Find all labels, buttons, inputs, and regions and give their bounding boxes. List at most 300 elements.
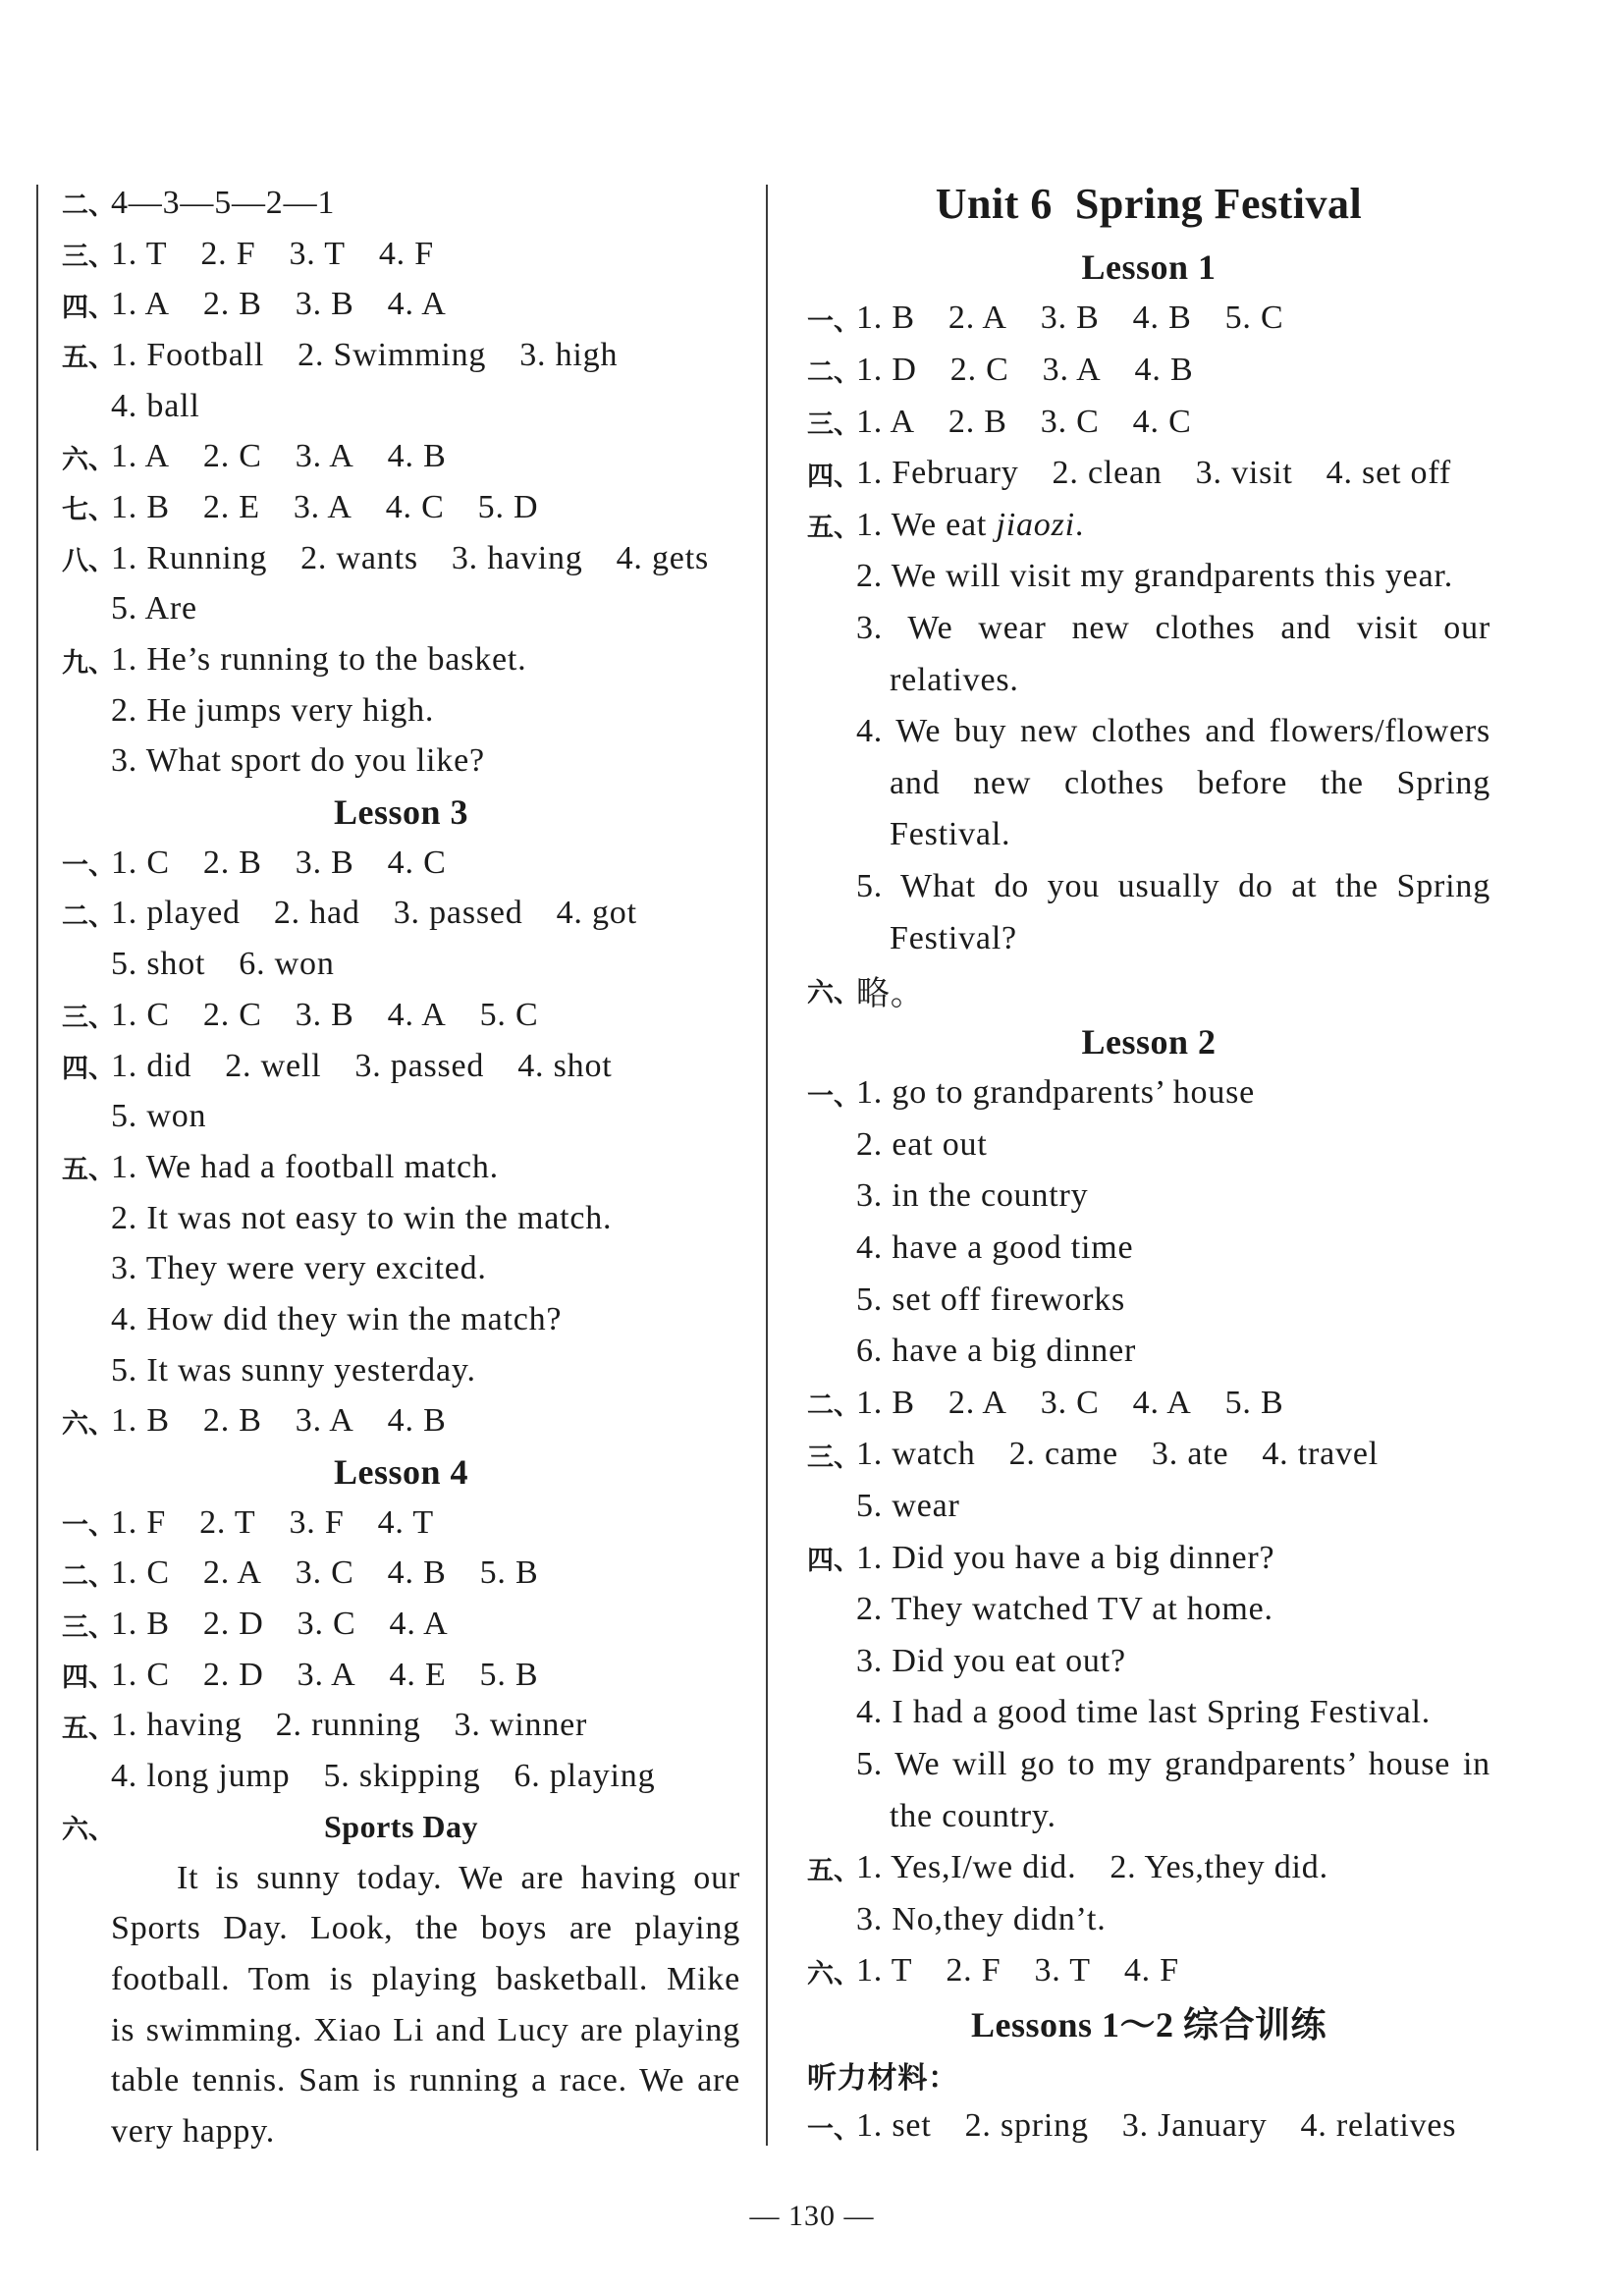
question-number: 三、 — [62, 1003, 115, 1033]
question-number: 一、 — [807, 2113, 860, 2144]
answer-item: 3. T — [289, 235, 346, 272]
answer-group — [856, 300, 1283, 337]
answer-sub-line — [807, 1584, 1490, 1636]
answer-item: 1. B — [111, 1606, 170, 1643]
paragraph-line — [62, 2055, 740, 2106]
unit-title: Unit 6 Spring Festival — [935, 179, 1363, 228]
answer-item: 3. A — [293, 488, 352, 525]
answer-item: 4. C — [387, 844, 447, 881]
answer-group — [856, 1540, 1274, 1577]
answer-item: 1. F — [111, 1503, 167, 1541]
essay-title-row — [62, 1802, 740, 1853]
question-number: 二、 — [807, 1390, 860, 1421]
answer-item: 2. wants — [300, 539, 418, 576]
question-number: 三、 — [62, 242, 115, 272]
answer-item: 5. Are — [111, 590, 197, 627]
answer-item: 3. C — [297, 1606, 356, 1643]
answer-group — [111, 692, 434, 730]
answer-group — [856, 610, 1490, 647]
answer-item: 3. What sport do you like? — [111, 742, 485, 780]
answer-item: 2. C — [202, 438, 262, 475]
answer-item: 1. A — [111, 286, 170, 323]
answer-line — [807, 345, 1490, 397]
answer-item: 3. We wear new clothes and visit our — [856, 609, 1490, 646]
answer-item: 2. B — [947, 403, 1007, 440]
answer-continuation-line — [807, 757, 1490, 809]
answer-group — [111, 895, 637, 932]
answer-item: 2. B — [202, 1402, 262, 1440]
question-number: 五、 — [807, 1855, 860, 1885]
answer-group — [856, 1333, 1136, 1370]
answer-item: 4. T — [377, 1503, 434, 1541]
answer-group — [111, 1200, 612, 1237]
answer-item: 2. C — [202, 996, 262, 1033]
answer-item: 4. gets — [616, 539, 709, 576]
answer-line — [807, 499, 1490, 551]
answer-line — [807, 1067, 1490, 1119]
answer-item: 5. C — [1224, 300, 1284, 337]
answer-item: 6. have a big dinner — [856, 1333, 1137, 1370]
answer-group — [111, 1250, 487, 1287]
answer-item: 4. A — [387, 286, 447, 323]
answer-group — [111, 1048, 613, 1085]
answer-sub-line — [62, 381, 740, 432]
answer-item — [856, 507, 1084, 544]
answer-item: 2. Yes,they did. — [1110, 1849, 1328, 1886]
answer-item: 1. played — [111, 895, 241, 932]
answer-item: 1. C — [111, 844, 170, 881]
answer-item: 4. I had a good time last Spring Festival. — [856, 1694, 1432, 1731]
lesson-heading-row — [62, 787, 740, 838]
paragraph-text: Sports Day. Look, the boys are playing — [111, 1910, 740, 1947]
question-number: 三、 — [807, 409, 860, 440]
answer-group — [111, 997, 538, 1034]
answer-group — [111, 1606, 448, 1643]
answer-line — [62, 482, 740, 533]
answer-item: 2. F — [946, 1952, 1001, 1989]
page-number: — 130 — — [749, 2200, 875, 2232]
answer-sub-line — [807, 1739, 1490, 1791]
answer-item: 4. B — [387, 438, 447, 475]
answer-item: 3. ate — [1151, 1436, 1229, 1473]
answer-item: 2. clean — [1052, 455, 1163, 492]
answer-item: 4. ball — [111, 387, 200, 424]
question-number: 六、 — [62, 1815, 115, 1845]
question-number: 二、 — [62, 191, 115, 221]
answer-sub-line — [807, 1326, 1490, 1378]
section-heading-row — [807, 1997, 1490, 2049]
answer-item: 1. T — [856, 1952, 913, 1989]
answer-group — [856, 1074, 1255, 1112]
answer-item: 3. having — [451, 539, 583, 576]
answer-item: 1. T — [111, 235, 168, 272]
answer-group — [111, 1301, 562, 1338]
answer-text-part: 1. We eat — [856, 506, 997, 543]
answer-item: 1. A — [111, 438, 170, 475]
answer-line — [62, 1650, 740, 1701]
answer-sub-line — [62, 584, 740, 635]
answer-group — [856, 455, 1451, 492]
answer-sub-line — [62, 1345, 740, 1396]
question-number: 一、 — [62, 850, 115, 881]
answer-item: 3. in the country — [856, 1177, 1089, 1215]
answer-item: 4. C — [1132, 403, 1192, 440]
answer-item: 2. We will visit my grandparents this year. — [856, 558, 1454, 595]
answer-line — [62, 1701, 740, 1752]
answer-line — [62, 1142, 740, 1193]
answer-group — [856, 1436, 1379, 1473]
question-number: 四、 — [807, 461, 860, 491]
paragraph-line — [62, 2106, 740, 2157]
answer-group — [856, 1177, 1088, 1215]
answer-group — [856, 1126, 988, 1164]
answer-line — [807, 293, 1490, 345]
answer-line — [62, 889, 740, 940]
answer-item: 2. Swimming — [298, 336, 487, 373]
answer-sub-line — [807, 603, 1490, 655]
question-number: 六、 — [807, 977, 860, 1008]
answer-continuation-line — [807, 654, 1490, 706]
answer-item: 2. F — [200, 235, 256, 272]
answer-line — [62, 1396, 740, 1447]
answer-line — [62, 634, 740, 685]
answer-item: 4. B — [387, 1554, 447, 1592]
answer-item: 5. wear — [856, 1488, 960, 1525]
answer-group — [111, 946, 335, 983]
answer-item: 1. B — [111, 488, 170, 525]
answer-italic-word: jiaozi — [996, 506, 1075, 543]
paragraph-text: It is sunny today. We are having our — [177, 1859, 740, 1896]
answer-item: 5. We will go to my grandparents’ house in — [856, 1746, 1490, 1783]
answer-item: 2. It was not easy to win the match. — [111, 1199, 613, 1236]
answer-item: 4. got — [556, 895, 637, 932]
answer-sub-line — [807, 1274, 1490, 1326]
answer-line — [62, 533, 740, 584]
answer-item: 1. Yes,I/we did. — [856, 1849, 1077, 1886]
answer-sub-line — [807, 1894, 1490, 1946]
paragraph-text: table tennis. Sam is running a race. We are — [111, 2062, 740, 2099]
lesson-heading: Lesson 4 — [333, 1452, 469, 1493]
question-number: 四、 — [62, 1662, 115, 1693]
answer-group — [856, 1694, 1431, 1731]
answer-sub-line — [62, 736, 740, 788]
question-number: 三、 — [62, 1611, 115, 1642]
answer-group — [111, 1352, 476, 1390]
answer-item: 2. B — [202, 286, 262, 323]
answer-continuation-line — [807, 1790, 1490, 1842]
answer-sub-line — [807, 1171, 1490, 1223]
answer-item: 3. visit — [1195, 455, 1293, 492]
question-number: 三、 — [807, 1442, 860, 1472]
question-number: 七、 — [62, 495, 115, 525]
paragraph-text: football. Tom is playing basketball. Mike — [111, 1960, 740, 1997]
answer-item: 1. He’s running to the basket. — [111, 641, 527, 679]
answer-line — [62, 431, 740, 482]
answer-line — [62, 1498, 740, 1549]
answer-continuation-text: the country. — [890, 1797, 1056, 1834]
answer-continuation-text: relatives. — [890, 661, 1019, 698]
answer-line — [62, 279, 740, 330]
answer-item: 4. F — [1123, 1952, 1179, 1989]
answer-group — [111, 540, 709, 577]
answer-item: 5. It was sunny yesterday. — [111, 1351, 476, 1389]
answer-sub-line — [807, 861, 1490, 913]
column-divider-rule — [766, 185, 768, 2146]
answer-item: 1. watch — [856, 1436, 976, 1473]
answer-item: 3. C — [1040, 403, 1100, 440]
answer-line — [807, 1945, 1490, 1997]
answer-item: 4. relatives — [1300, 2107, 1457, 2145]
answer-line — [807, 448, 1490, 500]
answer-group — [856, 1849, 1328, 1886]
answer-item: 2. had — [273, 895, 360, 932]
answer-item: 3. B — [1040, 300, 1100, 337]
question-number: 六、 — [62, 1408, 115, 1439]
answer-item: 2. A — [202, 1554, 262, 1592]
paragraph-line — [62, 1903, 740, 1954]
answer-item: 1. February — [856, 455, 1019, 492]
answer-sub-line — [807, 1119, 1490, 1172]
lesson-heading: Lesson 1 — [1081, 246, 1217, 287]
answer-item: 2. spring — [964, 2107, 1089, 2145]
answer-item: 6. won — [239, 946, 335, 983]
answer-item: 4. How did they win the match? — [111, 1300, 563, 1337]
answer-item: 1. C — [111, 1554, 170, 1592]
answer-line — [807, 2100, 1490, 2153]
answer-sub-line — [62, 1243, 740, 1294]
answer-item: 5. What do you usually do at the Spring — [856, 867, 1490, 904]
answer-item: 1. D — [856, 351, 917, 388]
answer-group — [111, 286, 447, 323]
answer-item: 3. passed — [354, 1047, 485, 1084]
left-margin-rule — [36, 185, 38, 2151]
answer-item: 5. won — [111, 1098, 207, 1135]
question-number: 八、 — [62, 546, 115, 576]
answer-item: 4. E — [389, 1656, 447, 1693]
answer-item: 2. A — [947, 1384, 1007, 1421]
paragraph-line — [62, 2005, 740, 2056]
answer-item: 4. B — [1134, 351, 1194, 388]
answer-group — [111, 185, 335, 222]
answer-item: 2. running — [275, 1707, 421, 1744]
answer-line — [62, 838, 740, 889]
answer-group — [111, 1657, 538, 1694]
answer-item: 1. C — [111, 1656, 170, 1693]
answer-continuation-text: Festival? — [890, 919, 1017, 956]
answer-item: 3. passed — [393, 895, 523, 932]
answer-group — [111, 337, 618, 374]
answer-line — [807, 1378, 1490, 1430]
answer-item: 3. Did you eat out? — [856, 1642, 1126, 1679]
answer-sub-line — [807, 1687, 1490, 1739]
answer-item: 3. C — [295, 1554, 354, 1592]
answer-line — [62, 1599, 740, 1650]
answer-item: 4. long jump — [111, 1758, 291, 1795]
answer-item: 4—3—5—2—1 — [111, 184, 336, 221]
answer-group — [856, 966, 925, 1014]
answer-group — [856, 1281, 1125, 1319]
answer-item: 2. A — [947, 300, 1007, 337]
answer-group — [111, 438, 447, 475]
answer-item: 2. B — [202, 844, 262, 881]
answer-sub-line — [62, 1751, 740, 1802]
answer-item: 3. A — [1042, 351, 1102, 388]
answer-group — [111, 388, 200, 425]
question-number: 二、 — [62, 1560, 115, 1591]
answer-item: 1. B — [856, 300, 915, 337]
lesson-heading: Lesson 3 — [333, 792, 469, 833]
answer-item: 1. C — [111, 996, 170, 1033]
answer-continuation-text: and new clothes before the Spring — [890, 764, 1490, 801]
answer-item: 2. D — [202, 1656, 264, 1693]
answer-group — [111, 1504, 434, 1542]
answer-item: 1. set — [856, 2107, 932, 2145]
answer-item: 3. T — [1034, 1952, 1091, 1989]
answer-item: 5. B — [479, 1554, 539, 1592]
answer-group — [111, 236, 434, 273]
answer-item: 5. shot — [111, 946, 206, 983]
answer-sub-line — [62, 1193, 740, 1244]
answer-group — [856, 868, 1490, 905]
answer-line — [807, 1842, 1490, 1894]
answer-item: 4. travel — [1262, 1436, 1379, 1473]
answer-sub-line — [62, 939, 740, 990]
answer-group — [856, 2107, 1456, 2145]
answer-group — [856, 507, 1084, 544]
answer-group — [111, 1402, 447, 1440]
answer-sub-line — [62, 1091, 740, 1142]
question-number: 六、 — [807, 1958, 860, 1989]
answer-group — [856, 1385, 1283, 1422]
answer-item: 2. C — [949, 351, 1009, 388]
answer-item: 1. go to grandparents’ house — [856, 1074, 1256, 1112]
answer-item: 4. A — [1132, 1384, 1192, 1421]
answer-group — [111, 590, 197, 627]
answer-item: 4. A — [389, 1606, 449, 1643]
question-number: 一、 — [807, 305, 860, 336]
answer-item: 5. C — [479, 996, 539, 1033]
answer-line — [62, 330, 740, 381]
question-number: 四、 — [807, 1546, 860, 1576]
answer-item: 2. He jumps very high. — [111, 691, 435, 729]
answer-item: 3. B — [295, 844, 354, 881]
answer-group — [111, 1098, 206, 1135]
answer-item: 2. T — [199, 1503, 256, 1541]
question-number: 五、 — [62, 343, 115, 373]
answer-item: 2. came — [1008, 1436, 1118, 1473]
paragraph-line — [62, 1954, 740, 2005]
answer-item: 3. They were very excited. — [111, 1250, 487, 1287]
paragraph-line — [62, 1853, 740, 1904]
left-column — [62, 178, 740, 2157]
answer-item: 4. set off — [1326, 455, 1451, 492]
answer-item: 略。 — [856, 975, 925, 1012]
answer-item: 5. skipping — [323, 1758, 481, 1795]
answer-group — [856, 1643, 1126, 1680]
answer-sub-line — [62, 1294, 740, 1345]
answer-item: 4. We buy new clothes and flowers/flowers — [856, 713, 1490, 750]
answer-sub-line — [807, 1636, 1490, 1688]
answer-item: 1. B — [111, 1402, 170, 1440]
answer-group — [856, 352, 1193, 389]
answer-item: 1. Running — [111, 539, 268, 576]
answer-group — [856, 1591, 1273, 1628]
answer-line — [807, 964, 1490, 1016]
question-number: 四、 — [62, 1054, 115, 1084]
question-number: 五、 — [62, 1713, 115, 1743]
answer-continuation-line — [807, 809, 1490, 861]
answer-item: 3. C — [1040, 1384, 1100, 1421]
answer-continuation-line — [807, 912, 1490, 964]
answer-item: 2. D — [202, 1606, 264, 1643]
question-number: 二、 — [807, 357, 860, 388]
answer-group — [856, 1488, 960, 1525]
answer-item: 1. We had a football match. — [111, 1148, 499, 1185]
answer-continuation-text: Festival. — [890, 816, 1011, 853]
paragraph-text: is swimming. Xiao Li and Lucy are playing — [111, 2011, 740, 2048]
answer-item: 5. D — [477, 488, 539, 525]
answer-sub-line — [807, 1223, 1490, 1275]
answer-item: 4. A — [387, 996, 447, 1033]
answer-item: 6. playing — [514, 1758, 656, 1795]
question-number: 一、 — [807, 1080, 860, 1111]
question-number: 五、 — [62, 1155, 115, 1185]
unit-title-row — [807, 166, 1490, 242]
answer-item: 3. A — [295, 1402, 354, 1440]
answer-group — [856, 404, 1192, 441]
answer-sub-line — [62, 685, 740, 736]
paragraph-text: very happy. — [111, 2112, 276, 2150]
answer-item: 1. B — [856, 1384, 915, 1421]
answer-item: 4. B — [387, 1402, 447, 1440]
lesson-heading: Lesson 2 — [1081, 1021, 1217, 1062]
answer-item: 4. F — [378, 235, 434, 272]
answer-item: 2. eat out — [856, 1125, 988, 1163]
answer-item: 3. B — [295, 996, 354, 1033]
answer-group — [856, 558, 1453, 595]
answer-line — [62, 1041, 740, 1092]
lesson-heading-row — [807, 1015, 1490, 1067]
answer-line — [62, 990, 740, 1041]
question-number: 九、 — [62, 647, 115, 678]
right-column — [807, 166, 1490, 2153]
question-number: 一、 — [62, 1510, 115, 1541]
answer-item: 2. E — [202, 488, 260, 525]
lesson-heading-row — [807, 242, 1490, 294]
answer-group — [111, 742, 485, 780]
answer-item: 4. have a good time — [856, 1229, 1134, 1267]
answer-line — [807, 396, 1490, 448]
section-heading: Lessons 1～2 综合训练 — [970, 2005, 1327, 2045]
answer-group — [856, 1952, 1179, 1989]
answer-item: 3. January — [1121, 2107, 1268, 2145]
answer-group — [111, 1149, 499, 1186]
question-number: 二、 — [62, 900, 115, 931]
answer-group — [111, 1758, 655, 1795]
section-label-row — [807, 2048, 1490, 2100]
answer-group — [111, 845, 447, 882]
answer-item: 1. did — [111, 1047, 192, 1084]
answer-line — [62, 1549, 740, 1600]
question-number: 六、 — [62, 444, 115, 474]
answer-group — [111, 641, 526, 679]
question-number: 四、 — [62, 292, 115, 322]
answer-item: 3. winner — [454, 1707, 588, 1744]
answer-item: 1. Football — [111, 336, 265, 373]
answer-group — [856, 1901, 1107, 1938]
answer-item: 4. shot — [517, 1047, 613, 1084]
answer-item: 5. B — [1224, 1384, 1284, 1421]
